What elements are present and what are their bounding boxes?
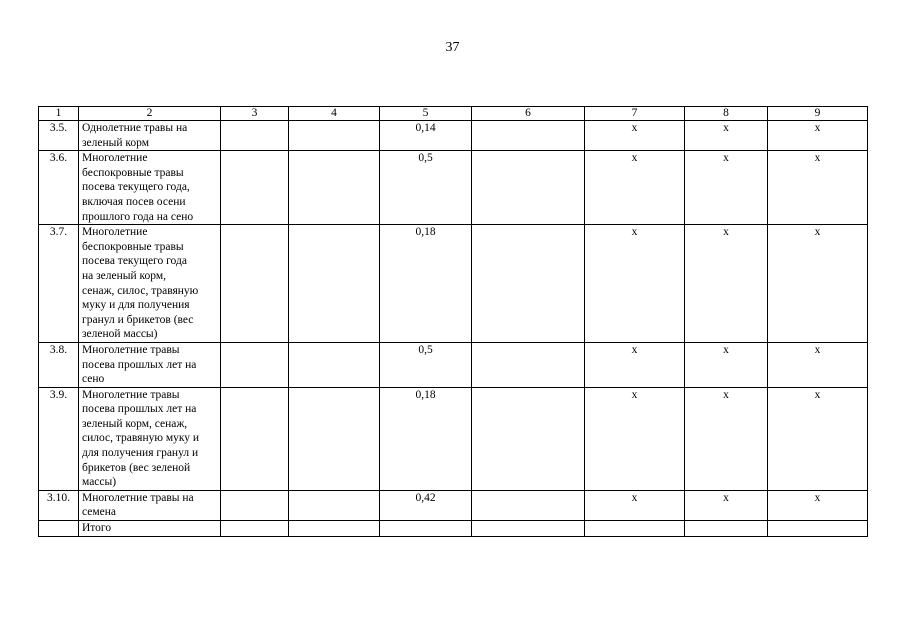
row-number-cell: 3.6. (39, 151, 79, 225)
col-4-cell (289, 342, 380, 387)
row-number-cell: 3.8. (39, 342, 79, 387)
col-4-cell (289, 225, 380, 343)
col-3-cell (221, 342, 289, 387)
col-7-cell: x (585, 121, 685, 151)
table-row (39, 121, 868, 151)
row-number-cell: 3.5. (39, 121, 79, 151)
col-6-cell (472, 121, 585, 151)
col-3-cell (221, 121, 289, 151)
col-6-cell (472, 225, 585, 343)
header-row (39, 107, 868, 121)
crop-name-cell: Многолетние беспокровные травы посева текущего года, включая посев осени прошлого года на сено (79, 151, 221, 225)
col-4-cell (289, 521, 380, 537)
crop-name-cell: Однолетние травы на зеленый корм (79, 121, 221, 151)
crop-name-cell: Многолетние травы на семена (79, 490, 221, 520)
col-8-cell: x (685, 225, 768, 343)
column-header: 7 (585, 107, 685, 121)
data-table (38, 106, 868, 537)
col-5-value-cell (380, 521, 472, 537)
table-row (39, 490, 868, 520)
col-6-cell (472, 387, 585, 490)
col-6-cell (472, 490, 585, 520)
row-number-cell: 3.7. (39, 225, 79, 343)
col-8-cell: x (685, 151, 768, 225)
col-8-cell: x (685, 342, 768, 387)
row-number-cell: 3.9. (39, 387, 79, 490)
col-3-cell (221, 151, 289, 225)
col-9-cell: x (768, 121, 868, 151)
col-3-cell (221, 225, 289, 343)
crop-name-cell: Многолетние беспокровные травы посева текущего года на зеленый корм, сенаж, силос, травяную муку и для получения гранул и брикетов (вес зеленой массы) (79, 225, 221, 343)
column-header: 9 (768, 107, 868, 121)
col-9-cell: x (768, 342, 868, 387)
col-6-cell (472, 521, 585, 537)
col-9-cell: x (768, 490, 868, 520)
column-header: 1 (39, 107, 79, 121)
col-4-cell (289, 387, 380, 490)
col-9-cell: x (768, 387, 868, 490)
table-row (39, 387, 868, 490)
col-7-cell: x (585, 151, 685, 225)
col-9-cell: x (768, 151, 868, 225)
col-5-value-cell: 0,14 (380, 121, 472, 151)
col-8-cell: x (685, 490, 768, 520)
col-5-value-cell: 0,18 (380, 225, 472, 343)
crop-name-cell: Многолетние травы посева прошлых лет на сено (79, 342, 221, 387)
col-9-cell: x (768, 225, 868, 343)
col-8-cell: x (685, 121, 768, 151)
col-8-cell (685, 521, 768, 537)
crop-name-cell: Итого (79, 521, 221, 537)
col-7-cell: x (585, 490, 685, 520)
column-header: 3 (221, 107, 289, 121)
column-header: 4 (289, 107, 380, 121)
col-6-cell (472, 342, 585, 387)
table-row (39, 342, 868, 387)
col-4-cell (289, 490, 380, 520)
col-7-cell: x (585, 342, 685, 387)
col-3-cell (221, 490, 289, 520)
row-number-cell (39, 521, 79, 537)
col-3-cell (221, 521, 289, 537)
table-row (39, 521, 868, 537)
col-7-cell (585, 521, 685, 537)
col-3-cell (221, 387, 289, 490)
col-5-value-cell: 0,5 (380, 151, 472, 225)
col-4-cell (289, 121, 380, 151)
col-5-value-cell: 0,18 (380, 387, 472, 490)
column-header: 5 (380, 107, 472, 121)
col-8-cell: x (685, 387, 768, 490)
column-header: 8 (685, 107, 768, 121)
row-number-cell: 3.10. (39, 490, 79, 520)
col-5-value-cell: 0,42 (380, 490, 472, 520)
col-7-cell: x (585, 387, 685, 490)
col-6-cell (472, 151, 585, 225)
col-7-cell: x (585, 225, 685, 343)
table-row (39, 225, 868, 343)
column-header: 2 (79, 107, 221, 121)
col-5-value-cell: 0,5 (380, 342, 472, 387)
col-9-cell (768, 521, 868, 537)
crop-name-cell: Многолетние травы посева прошлых лет на зеленый корм, сенаж, силос, травяную муку и для получения гранул и брикетов (вес зеленой массы) (79, 387, 221, 490)
column-header: 6 (472, 107, 585, 121)
page-number: 37 (445, 40, 460, 55)
col-4-cell (289, 151, 380, 225)
table-row (39, 151, 868, 225)
